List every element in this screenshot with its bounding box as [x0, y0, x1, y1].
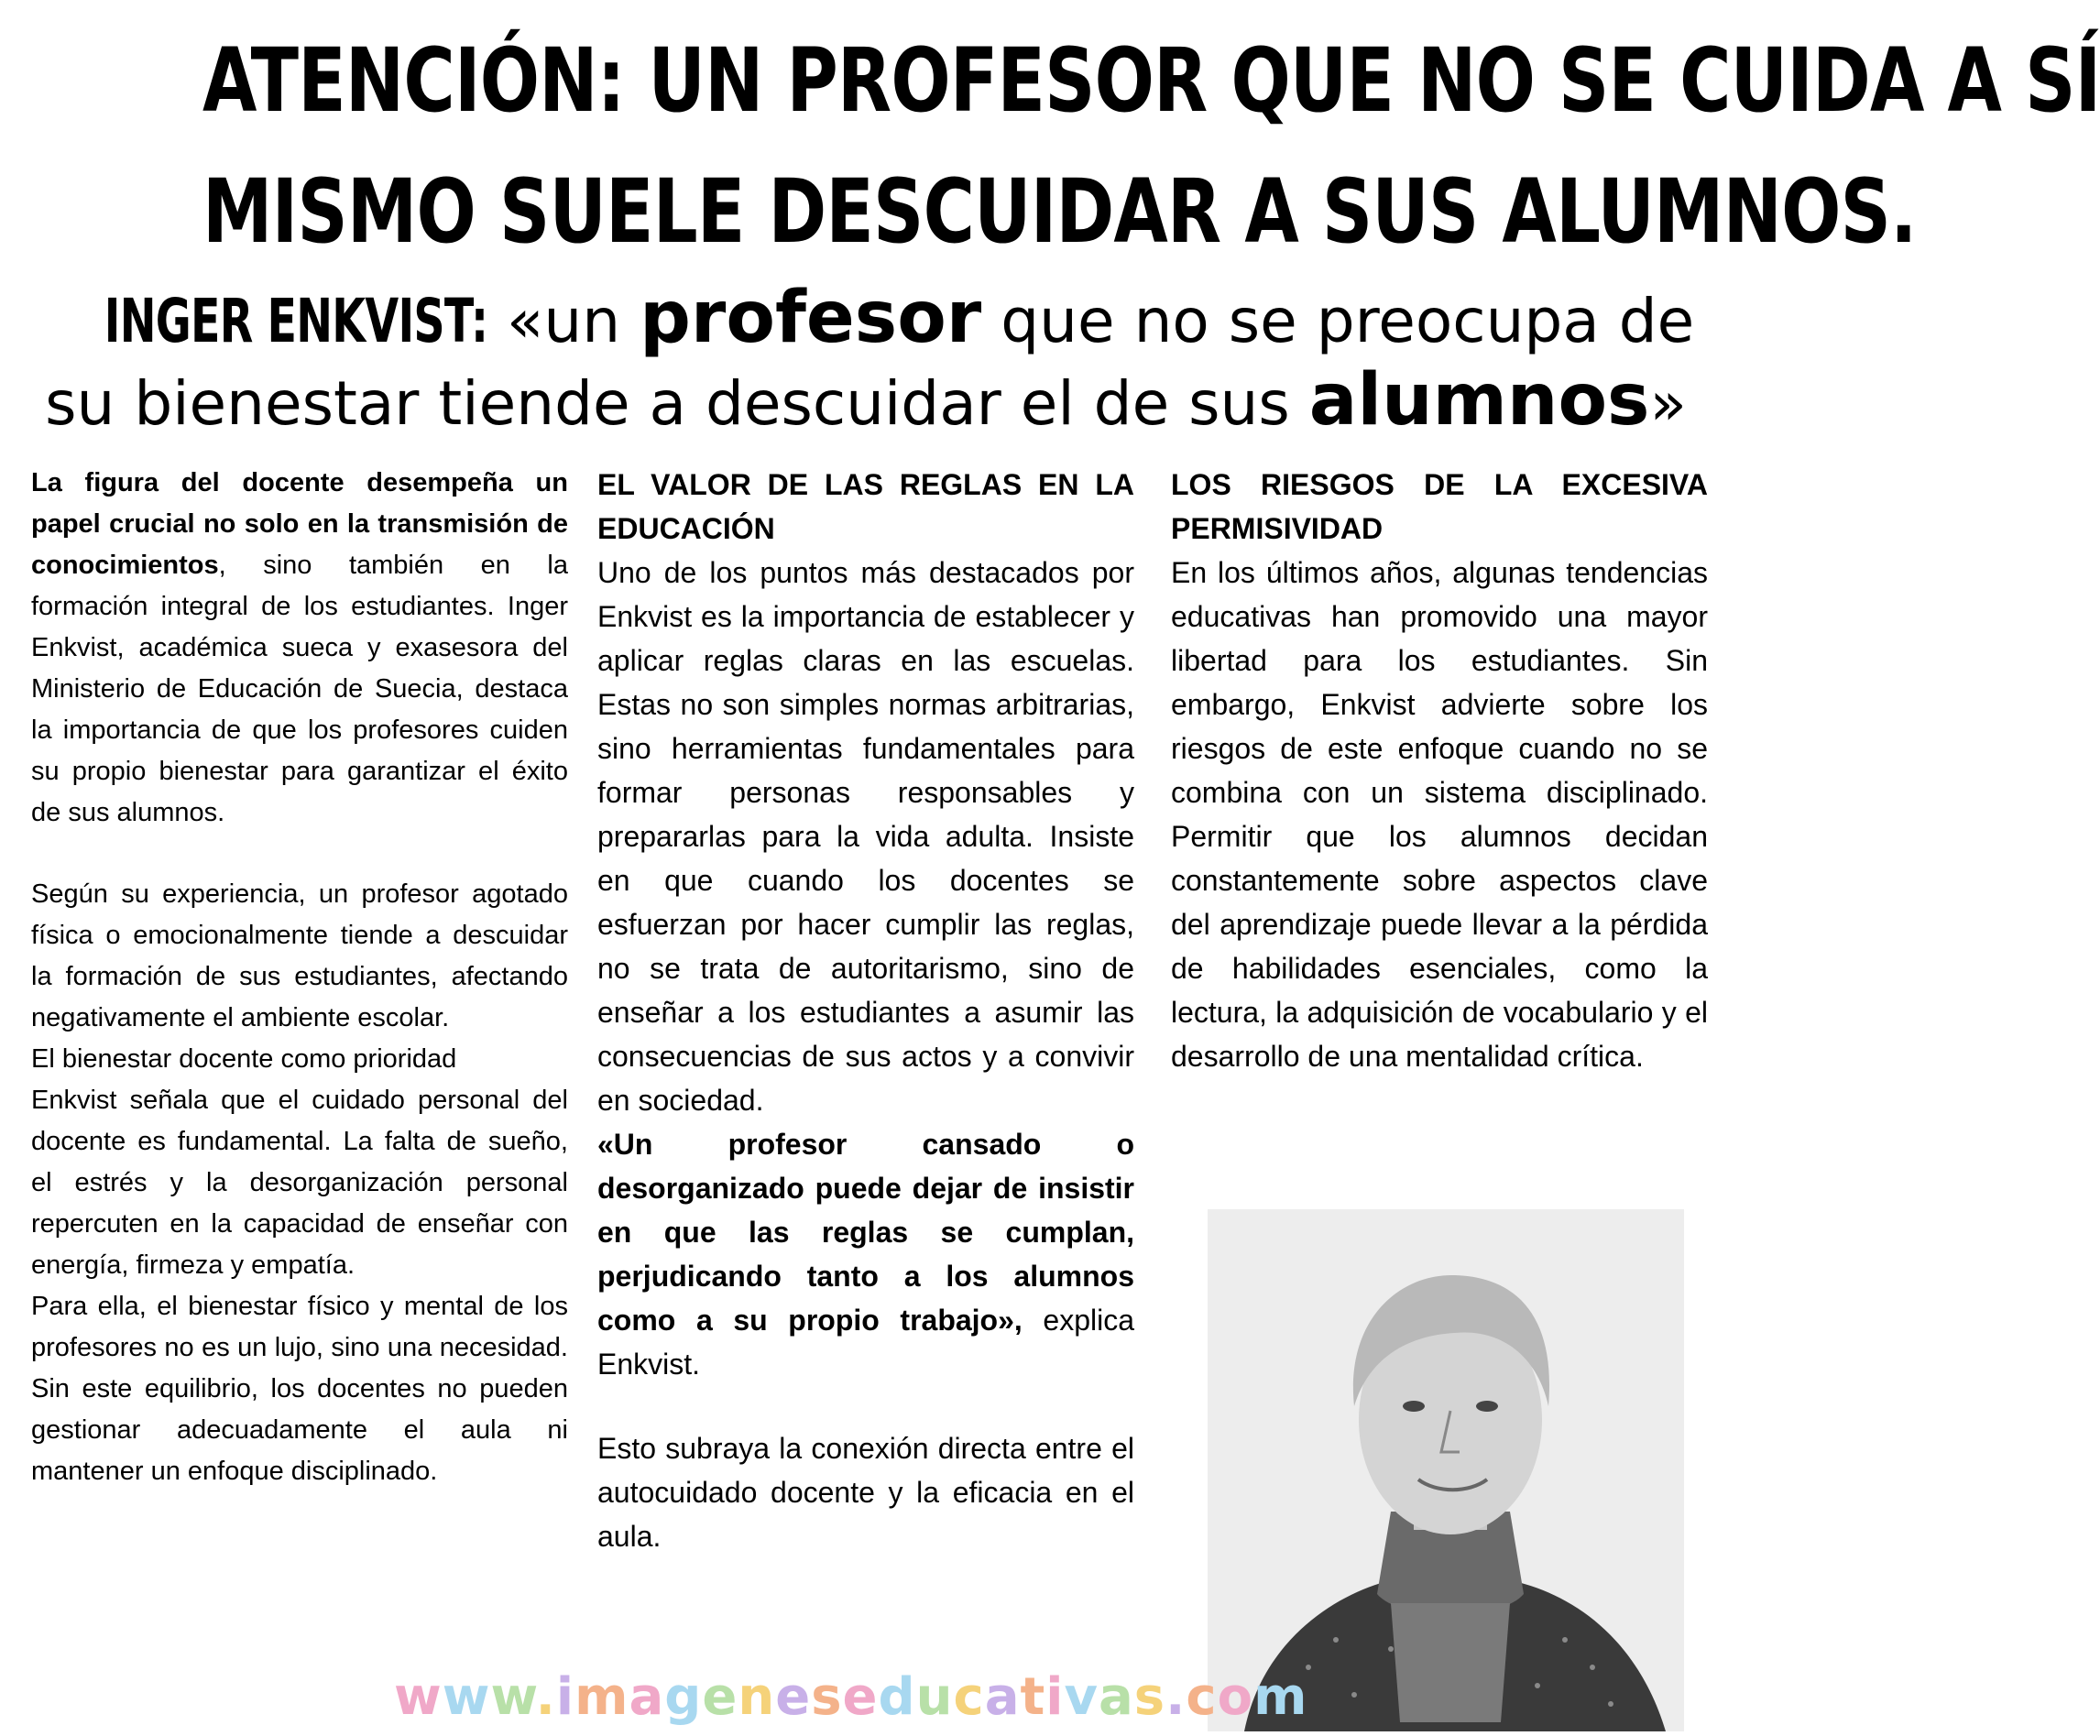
col2-paragraph-1: Uno de los puntos más destacados por Enkvist es la importancia de establecer y aplicar reglas claras en las escuelas. Estas no son simples normas arbitrarias, sino herramientas fundamentales para formar personas responsables y prepararlas para la vida adulta. Insiste en que cuando los docentes se esfuerzan por hacer cumplir las reglas, no se trata de autoritarismo, sino de enseñar a los estudiantes a asumir las consecuencias de sus actos y a convivir en sociedad.	[597, 556, 1134, 1117]
quote-close: »	[1649, 368, 1687, 439]
col1-paragraph-1	[31, 463, 568, 834]
quote-text-1: que no se preocupa de	[981, 286, 1695, 356]
quote-bold-alumnos: alumnos	[1308, 359, 1650, 442]
headline-line-1: ATENCIÓN: UN PROFESOR QUE NO SE CUIDA A SÍ	[202, 29, 2100, 132]
col3-paragraph-1: En los últimos años, algunas tendencias educativas han promovido una mayor libertad para los estudiantes. Sin embargo, Enkvist advierte sobre los riesgos de este enfoque cuando no se combina con un sistema disciplinado. Permitir que los alumnos decidan constantemente sobre aspectos clave del aprendizaje puede llevar a la pérdida de habilidades esenciales, como la lectura, la adquisición de vocabulario y el desarrollo de una mentalidad crítica.	[1171, 556, 1708, 1073]
col2-paragraph-3: Esto subraya la conexión directa entre el autocuidado docente y la eficacia en el aula.	[597, 1432, 1134, 1553]
column-2	[597, 463, 1134, 1558]
quote-open: «un	[507, 286, 640, 356]
quote-line-1	[18, 277, 1713, 359]
headline-line-2: MISMO SUELE DESCUIDAR A SUS ALUMNOS.	[202, 160, 1917, 263]
quote-line-2	[18, 359, 1713, 442]
col2-quote-bold: «Un profesor cansado o desorganizado puede dejar de insistir en que las reglas se cumplan, perjudicando tanto a los alumnos como a su propio trabajo»,	[597, 1128, 1134, 1337]
col1-bold-lead: La figura del docente desempeña un papel crucial no solo en la transmisión de conocimientos	[31, 468, 568, 580]
col1-paragraph-2: Según su experiencia, un profesor agotado física o emocionalmente tiende a descuidar la formación de sus estudiantes, afectando negativamente el ambiente escolar.	[31, 879, 568, 1032]
quote-bold-profesor: profesor	[640, 277, 982, 359]
col1-paragraph-3: Enkvist señala que el cuidado personal del docente es fundamental. La falta de sueño, el estrés y la desorganización personal repercuten en la capacidad de enseñar con energía, firmeza y empatía.	[31, 1086, 568, 1280]
quote-author: INGER ENKVIST:	[104, 286, 488, 356]
col2-quote-attribution: explica Enkvist.	[597, 1304, 1135, 1381]
portrait-illustration	[1208, 1209, 1684, 1731]
col2-quote	[597, 1122, 1134, 1386]
column-1	[31, 463, 568, 1492]
column-3	[1171, 463, 1708, 1078]
website-url: www.imageneseducativas.com	[394, 1667, 1308, 1727]
col1-subtitle: El bienestar docente como prioridad	[31, 1044, 457, 1074]
portrait-photo	[1208, 1209, 1684, 1731]
col2-heading: EL VALOR DE LAS REGLAS EN LA EDUCACIÓN	[597, 468, 1134, 545]
quote-text-2: su bienestar tiende a descuidar el de sus	[45, 368, 1309, 439]
col1-paragraph-4: Para ella, el bienestar físico y mental de los profesores no es un lujo, sino una necesidad. Sin este equilibrio, los docentes no pueden gestionar adecuadamente el aula ni mantener un enfoque disciplinado.	[31, 1292, 568, 1486]
col1-text-1: , sino también en la formación integral de los estudiantes. Inger Enkvist, académica sueca y exasesora del Ministerio de Educación de Suecia, destaca la importancia de que los profesores cuiden su propio bienestar para garantizar el éxito de sus alumnos.	[31, 551, 568, 827]
col3-heading: LOS RIESGOS DE LA EXCESIVA PERMISIVIDAD	[1171, 468, 1708, 545]
